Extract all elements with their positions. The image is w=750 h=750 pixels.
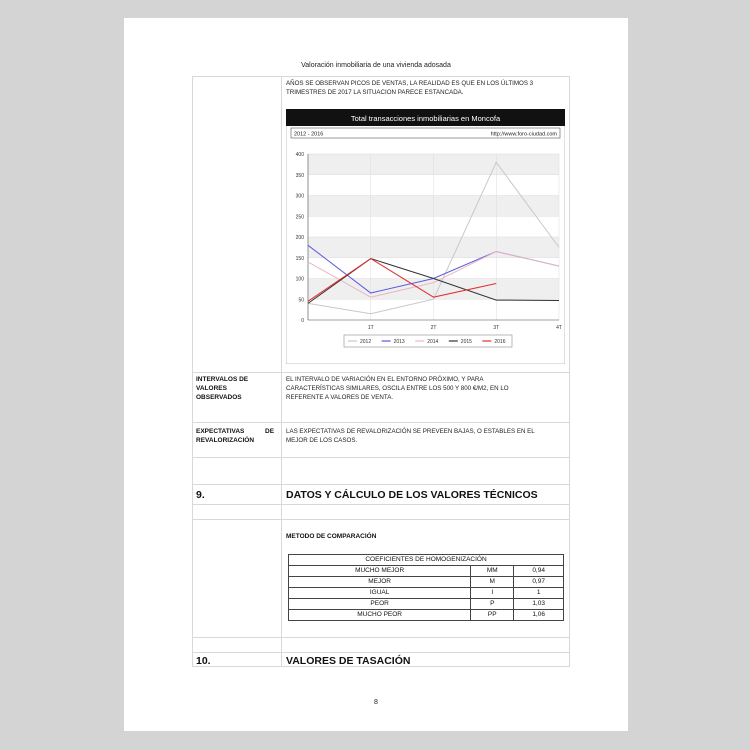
intervalos-label-3: OBSERVADOS [196, 394, 242, 401]
coef-cell: 1,03 [514, 599, 564, 610]
section-9-number: 9. [196, 489, 205, 501]
expectativas-label-b: DE [265, 428, 275, 435]
section-10-title: VALORES DE TASACIÓN [286, 655, 411, 667]
legend-label: 2014 [427, 339, 439, 345]
intervalos-label-2: VALORES [196, 385, 227, 392]
y-tick-label: 200 [295, 235, 304, 241]
x-tick-label: 2T [430, 325, 437, 331]
y-tick-label: 100 [295, 276, 304, 283]
intervalos-label-1: INTERVALOS DE [196, 376, 249, 383]
metodo-heading: METODO DE COMPARACIÓN [286, 533, 377, 540]
table-row [289, 577, 564, 588]
expectativas-label-c: REVALORIZACIÓN [196, 437, 255, 444]
coef-table-title: COEFICIENTES DE HOMOGENIZACIÓN [289, 555, 564, 566]
section-10-number: 10. [196, 655, 211, 667]
legend-label: 2015 [460, 339, 472, 345]
coef-cell: MUCHO PEOR [289, 610, 471, 621]
coef-cell: MM [471, 566, 514, 577]
y-tick-label: 50 [298, 297, 304, 304]
page-number: 8 [374, 699, 378, 706]
section-9-title: DATOS Y CÁLCULO DE LOS VALORES TÉCNICOS [286, 489, 538, 501]
coef-cell: 0,97 [514, 577, 564, 588]
y-tick-label: 350 [295, 172, 304, 179]
coef-cell: P [471, 599, 514, 610]
intervalos-text-2: CARACTERÍSTICAS SIMILARES, OSCILA ENTRE LOS 500 Y 800 €/M2, EN LO [286, 385, 509, 392]
expectativas-label-a: EXPECTATIVAS [196, 428, 245, 435]
intervalos-text-3: REFERENTE A VALORES DE VENTA. [286, 394, 394, 401]
expectativas-text-1: LAS EXPECTATIVAS DE REVALORIZACIÓN SE PREVEEN BAJAS, O ESTABLES EN EL [286, 428, 535, 435]
coef-cell: PEOR [289, 599, 471, 610]
coef-cell: MUCHO MEJOR [289, 566, 471, 577]
intro-line-2: TRIMESTRES DE 2017 LA SITUACION PARECE ESTANCADA. [286, 89, 464, 96]
y-tick-label: 400 [295, 152, 304, 158]
x-tick-label: 3T [493, 325, 500, 331]
table-row [289, 599, 564, 610]
legend-label: 2016 [494, 339, 506, 345]
chart-subtitle-left: 2012 - 2016 [294, 131, 324, 138]
transactions-line-chart [286, 109, 565, 364]
x-tick-label: 1T [367, 325, 374, 331]
chart-title: Total transacciones inmobiliarias en Moncofa [350, 114, 501, 123]
table-row [289, 588, 564, 599]
intro-line-1: AÑOS SE OBSERVAN PICOS DE VENTAS, LA REALIDAD ES QUE EN LOS ÚLTIMOS 3 [286, 80, 534, 87]
coef-cell: M [471, 577, 514, 588]
chart-subtitle-right: http://www.foro-ciudad.com [490, 131, 557, 138]
coef-cell: PP [471, 610, 514, 621]
intervalos-text-1: EL INTERVALO DE VARIACIÓN EN EL ENTORNO PRÓXIMO, Y PARA [286, 376, 484, 383]
page-header: Valoración inmobiliaria de una vivienda adosada [301, 62, 451, 69]
coef-cell: IGUAL [289, 588, 471, 599]
table-row [289, 610, 564, 621]
coef-cell: 1 [514, 588, 564, 599]
expectativas-text-2: MEJOR DE LOS CASOS. [286, 437, 358, 444]
y-tick-label: 300 [295, 193, 304, 200]
coef-cell: MEJOR [289, 577, 471, 588]
coef-cell: I [471, 588, 514, 599]
coef-cell: 1,06 [514, 610, 564, 621]
legend-label: 2012 [360, 339, 372, 345]
y-tick-label: 150 [295, 255, 304, 262]
y-tick-label: 0 [301, 318, 304, 324]
table-row [289, 566, 564, 577]
coefficients-table [288, 554, 564, 621]
coef-cell: 0,94 [514, 566, 564, 577]
y-tick-label: 250 [295, 214, 304, 221]
legend-label: 2013 [393, 339, 405, 345]
x-tick-label: 4T [556, 325, 562, 331]
